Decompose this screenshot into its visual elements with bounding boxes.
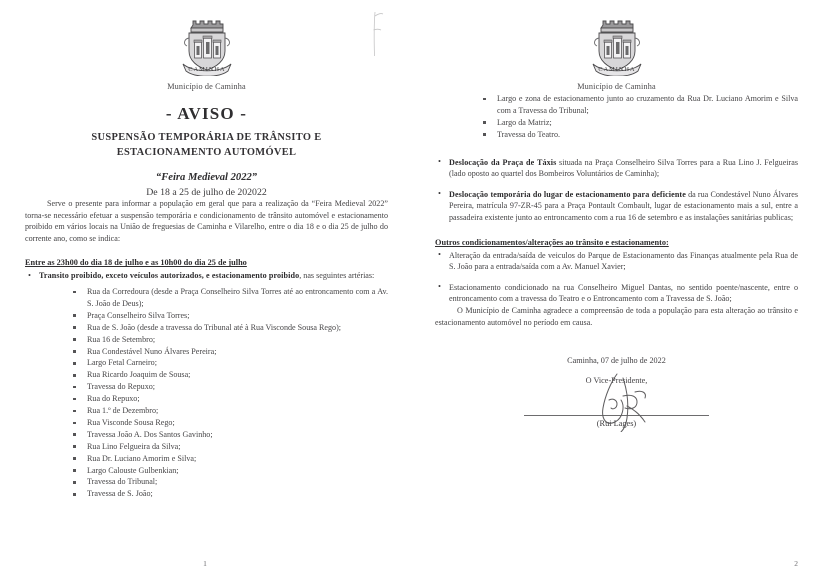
subtitle-line-1: SUSPENSÃO TEMPORÁRIA DE TRÂNSITO E [91,132,322,143]
relocation-item [435,189,798,224]
signature-line [524,415,709,416]
street-item: Rua Dr. Luciano Amorim e Silva; [71,453,388,465]
other-condition-item: • Alteração da entrada/saída de veiculos do Parque de Estacionamento das Finanças atualmente pela Rua de S. João para a entrada/saída com a Av. Manuel Xavier; [435,250,798,273]
street-item: Rua Visconde Sousa Rego; [71,417,388,429]
relocation-rest-text: da rua Condestável Nuno Álvares Pereira, matrícula 97-ZR-45 para a Praça Pontault Combault, lugar de estacionamento mais a sul, entre a passadeira existente junto ao entroncamento com a rua 16 de setembro e as instalações sanitárias publicas; [449,189,798,222]
street-item: Travessa do Tribunal; [71,476,388,488]
signature-name: (Rui Lages) [596,419,637,429]
prohibition-rest-text: , nas seguintes artérias: [299,271,375,281]
prohibition-item [25,270,388,282]
street-item: Travessa João A. Dos Santos Gavinho; [71,429,388,441]
street-item: Rua 16 de Setembro; [71,334,388,346]
street-item: Praça Conselheiro Silva Torres; [71,310,388,322]
document-page-2 [410,0,820,580]
relocation-item [435,157,798,180]
coat-of-arms-icon [589,18,645,76]
street-item: Largo Calouste Gulbenkian; [71,465,388,477]
relocation-bold-text: Deslocação da Praça de Táxis [449,157,557,167]
street-item: Travessa do Repuxo; [71,381,388,393]
event-dates: De 18 a 25 de julho de 202022 [146,187,267,198]
street-list [25,286,388,500]
street-item: Rua 1.º de Dezembro; [71,405,388,417]
prohibition-list [25,270,388,282]
document-subtitle [25,130,388,160]
relocation-rest-text: situada na Praça Conselheiro Silva Torres para a Rua Lino J. Felgueiras (lado oposto ao quartel dos Bombeiros Voluntários de Caminha); [449,157,798,179]
prohibition-bold-text: Transito proibido, exceto veículos autorizados, e estacionamento proibido [39,271,300,281]
event-title: “Feira Medieval 2022” [155,172,258,183]
street-list-continued [435,93,798,141]
signature-place-date: Caminha, 07 de julho de 2022 [567,356,666,366]
intro-paragraph: Serve o presente para informar a população em geral que para a realização da “Feira Medieval 2022” torna-se necessário efetuar a suspensão temporária e condicionamento de trânsito automóvel e estacionamento proibido em vários locais na União de freguesias de Caminha e Vilarelho, entre o dia 18 e o dia 25 de julho do corrente ano, como se indica: [25,199,388,243]
street-item: Travessa de S. João; [71,488,388,500]
page-title: - AVISO - [165,104,248,123]
street-item: Rua Ricardo Joaquim de Sousa; [71,369,388,381]
page-number: 2 [794,559,798,568]
relocation-bold-text: Deslocação temporária do lugar de estacionamento para deficiente [449,189,686,199]
ink-stroke-artifact-icon [362,10,390,58]
relocation-list [435,157,798,224]
section-heading-schedule: Entre as 23h00 do dia 18 de julho e as 10h00 do dia 25 de julho [25,258,247,268]
signature-block [435,356,798,428]
organization-name: Município de Caminha [167,82,246,91]
svg-text:CAMINHA: CAMINHA [187,66,226,74]
subtitle-line-2: ESTACIONAMENTO AUTOMÓVEL [116,147,297,158]
street-item: Rua da Corredoura (desde a Praça Conselheiro Silva Torres até ao entroncamento com a Av. S. João de Deus); [71,286,388,310]
street-item: Travessa do Teatro. [481,129,798,141]
street-item: Largo da Matriz; [481,117,798,129]
crest-container [25,0,388,76]
signature-role: O Vice-Presidente, [585,376,648,386]
other-condition-item: • Estacionamento condicionado na rua Conselheiro Miguel Dantas, no sentido poente/nascente, entre o entroncamento com a travessa do Teatro e o Entroncamento com a Travessa de S. João; [435,282,798,305]
other-conditions-list [435,250,798,305]
page-number: 1 [203,559,207,568]
crest-container [435,0,798,76]
organization-name: Município de Caminha [577,82,656,91]
street-item: Rua Lino Felgueira da Silva; [71,441,388,453]
coat-of-arms-icon [179,18,235,76]
street-item: Rua de S. João (desde a travessa do Tribunal até à Rua Visconde Sousa Rego); [71,322,388,334]
section-heading-others: Outros condicionamentos/alterações ao trânsito e estacionamento: [435,237,669,247]
svg-text:CAMINHA: CAMINHA [597,66,636,74]
street-item: Rua do Repuxo; [71,393,388,405]
street-item: Largo Fetal Carneiro; [71,357,388,369]
street-item: Rua Condestável Nuno Álvares Pereira; [71,346,388,358]
street-item: Largo e zona de estacionamento junto ao cruzamento da Rua Dr. Luciano Amorim e Silva com a Travessa do Tribunal; [481,93,798,117]
closing-paragraph: O Município de Caminha agradece a compreensão de toda a população para esta alteração ao trânsito e estacionamento automóvel no período em causa. [435,305,798,327]
